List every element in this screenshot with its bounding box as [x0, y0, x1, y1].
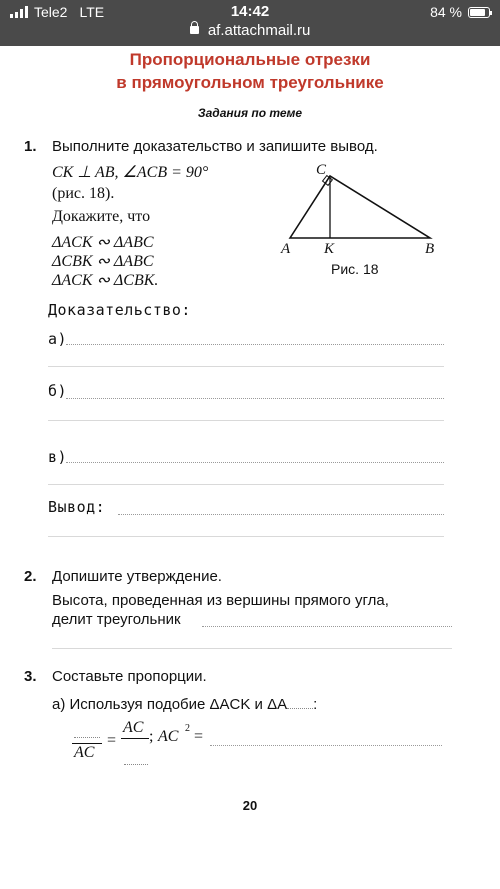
- task1-number: 1.: [24, 138, 37, 155]
- page-number: 20: [242, 798, 258, 813]
- equals-sign: =: [107, 732, 117, 749]
- proof-label: Доказательство:: [48, 301, 191, 319]
- fraction-bar: [121, 738, 149, 739]
- answer-line[interactable]: [66, 462, 444, 463]
- task1-text: Выполните доказательство и запишите вывод.: [52, 138, 378, 155]
- document-page: [0, 46, 500, 889]
- vertex-c-label: C: [316, 162, 327, 178]
- task3-text: Составьте пропорции.: [52, 668, 207, 685]
- figure-caption: Рис. 18: [331, 261, 379, 277]
- superscript-two: 2: [185, 723, 190, 734]
- answer-line[interactable]: [66, 398, 444, 399]
- blank-denominator[interactable]: [124, 764, 148, 765]
- task3-item-a: [52, 696, 317, 713]
- blank-field[interactable]: [287, 708, 313, 709]
- conclusion-label: Вывод:: [48, 498, 106, 516]
- task3-item-a-suffix: :: [313, 696, 318, 713]
- task1-given-ref: (рис. 18).: [52, 185, 115, 202]
- vertex-a-label: A: [281, 241, 291, 257]
- task3-number: 3.: [24, 668, 37, 685]
- answer-line[interactable]: [52, 648, 452, 649]
- semicolon: ;: [149, 728, 154, 745]
- answer-line[interactable]: [48, 420, 444, 421]
- vertex-b-label: B: [425, 241, 435, 257]
- task1-stmt1: ΔACK ∾ ΔABC: [52, 234, 154, 251]
- triangle-figure: [280, 166, 440, 246]
- triangle-abc: [290, 176, 430, 238]
- answer-line[interactable]: [66, 344, 444, 345]
- answer-line[interactable]: [118, 514, 444, 515]
- answer-line[interactable]: [48, 366, 444, 367]
- task1-stmt3: ΔACK ∾ ΔCBK.: [52, 272, 159, 289]
- blank-numerator[interactable]: [74, 737, 100, 738]
- network-type: LTE: [79, 4, 105, 20]
- task1-given: CK ⊥ AB, ∠ACB = 90°: [52, 164, 209, 181]
- task2-number: 2.: [24, 568, 37, 585]
- proof-item-b: б): [48, 382, 68, 400]
- carrier-name: Tele2: [34, 4, 68, 20]
- answer-line[interactable]: [202, 626, 452, 627]
- url-text: af.attachmail.ru: [207, 22, 311, 39]
- browser-chrome: [0, 0, 500, 46]
- vertex-k-label: K: [324, 241, 335, 257]
- answer-line[interactable]: [48, 484, 444, 485]
- equals-sign: =: [194, 728, 204, 745]
- status-bar: [0, 0, 500, 22]
- page-title-line1: Пропорциональные отрезки: [129, 50, 371, 69]
- ac-squared-base: AC: [158, 728, 179, 745]
- task2-statement-line1: Высота, проведенная из вершины прямого угла,: [52, 592, 389, 609]
- url-bar[interactable]: [0, 22, 500, 44]
- fraction1-denominator: AC: [74, 744, 95, 761]
- task3-item-a-prefix: а) Используя подобие ΔACK и ΔA: [52, 696, 288, 713]
- fraction2-numerator: AC: [123, 719, 144, 736]
- task1-stmt2: ΔCBK ∾ ΔABC: [52, 253, 154, 270]
- task2-text: Допишите утверждение.: [52, 568, 222, 585]
- lock-icon: [190, 26, 199, 34]
- task2-statement-line2: делит треугольник: [52, 611, 181, 628]
- battery-icon: [468, 7, 490, 18]
- answer-line[interactable]: [210, 745, 442, 746]
- page-subtitle: Задания по теме: [197, 106, 303, 120]
- clock: 14:42: [230, 3, 270, 20]
- battery-percent: 84 %: [430, 4, 462, 20]
- page-title-line2: в прямоугольном треугольнике: [116, 73, 384, 92]
- answer-line[interactable]: [48, 536, 444, 537]
- proof-item-a: а): [48, 330, 68, 348]
- proof-item-c: в): [48, 448, 68, 466]
- task1-prove: Докажите, что: [52, 208, 151, 225]
